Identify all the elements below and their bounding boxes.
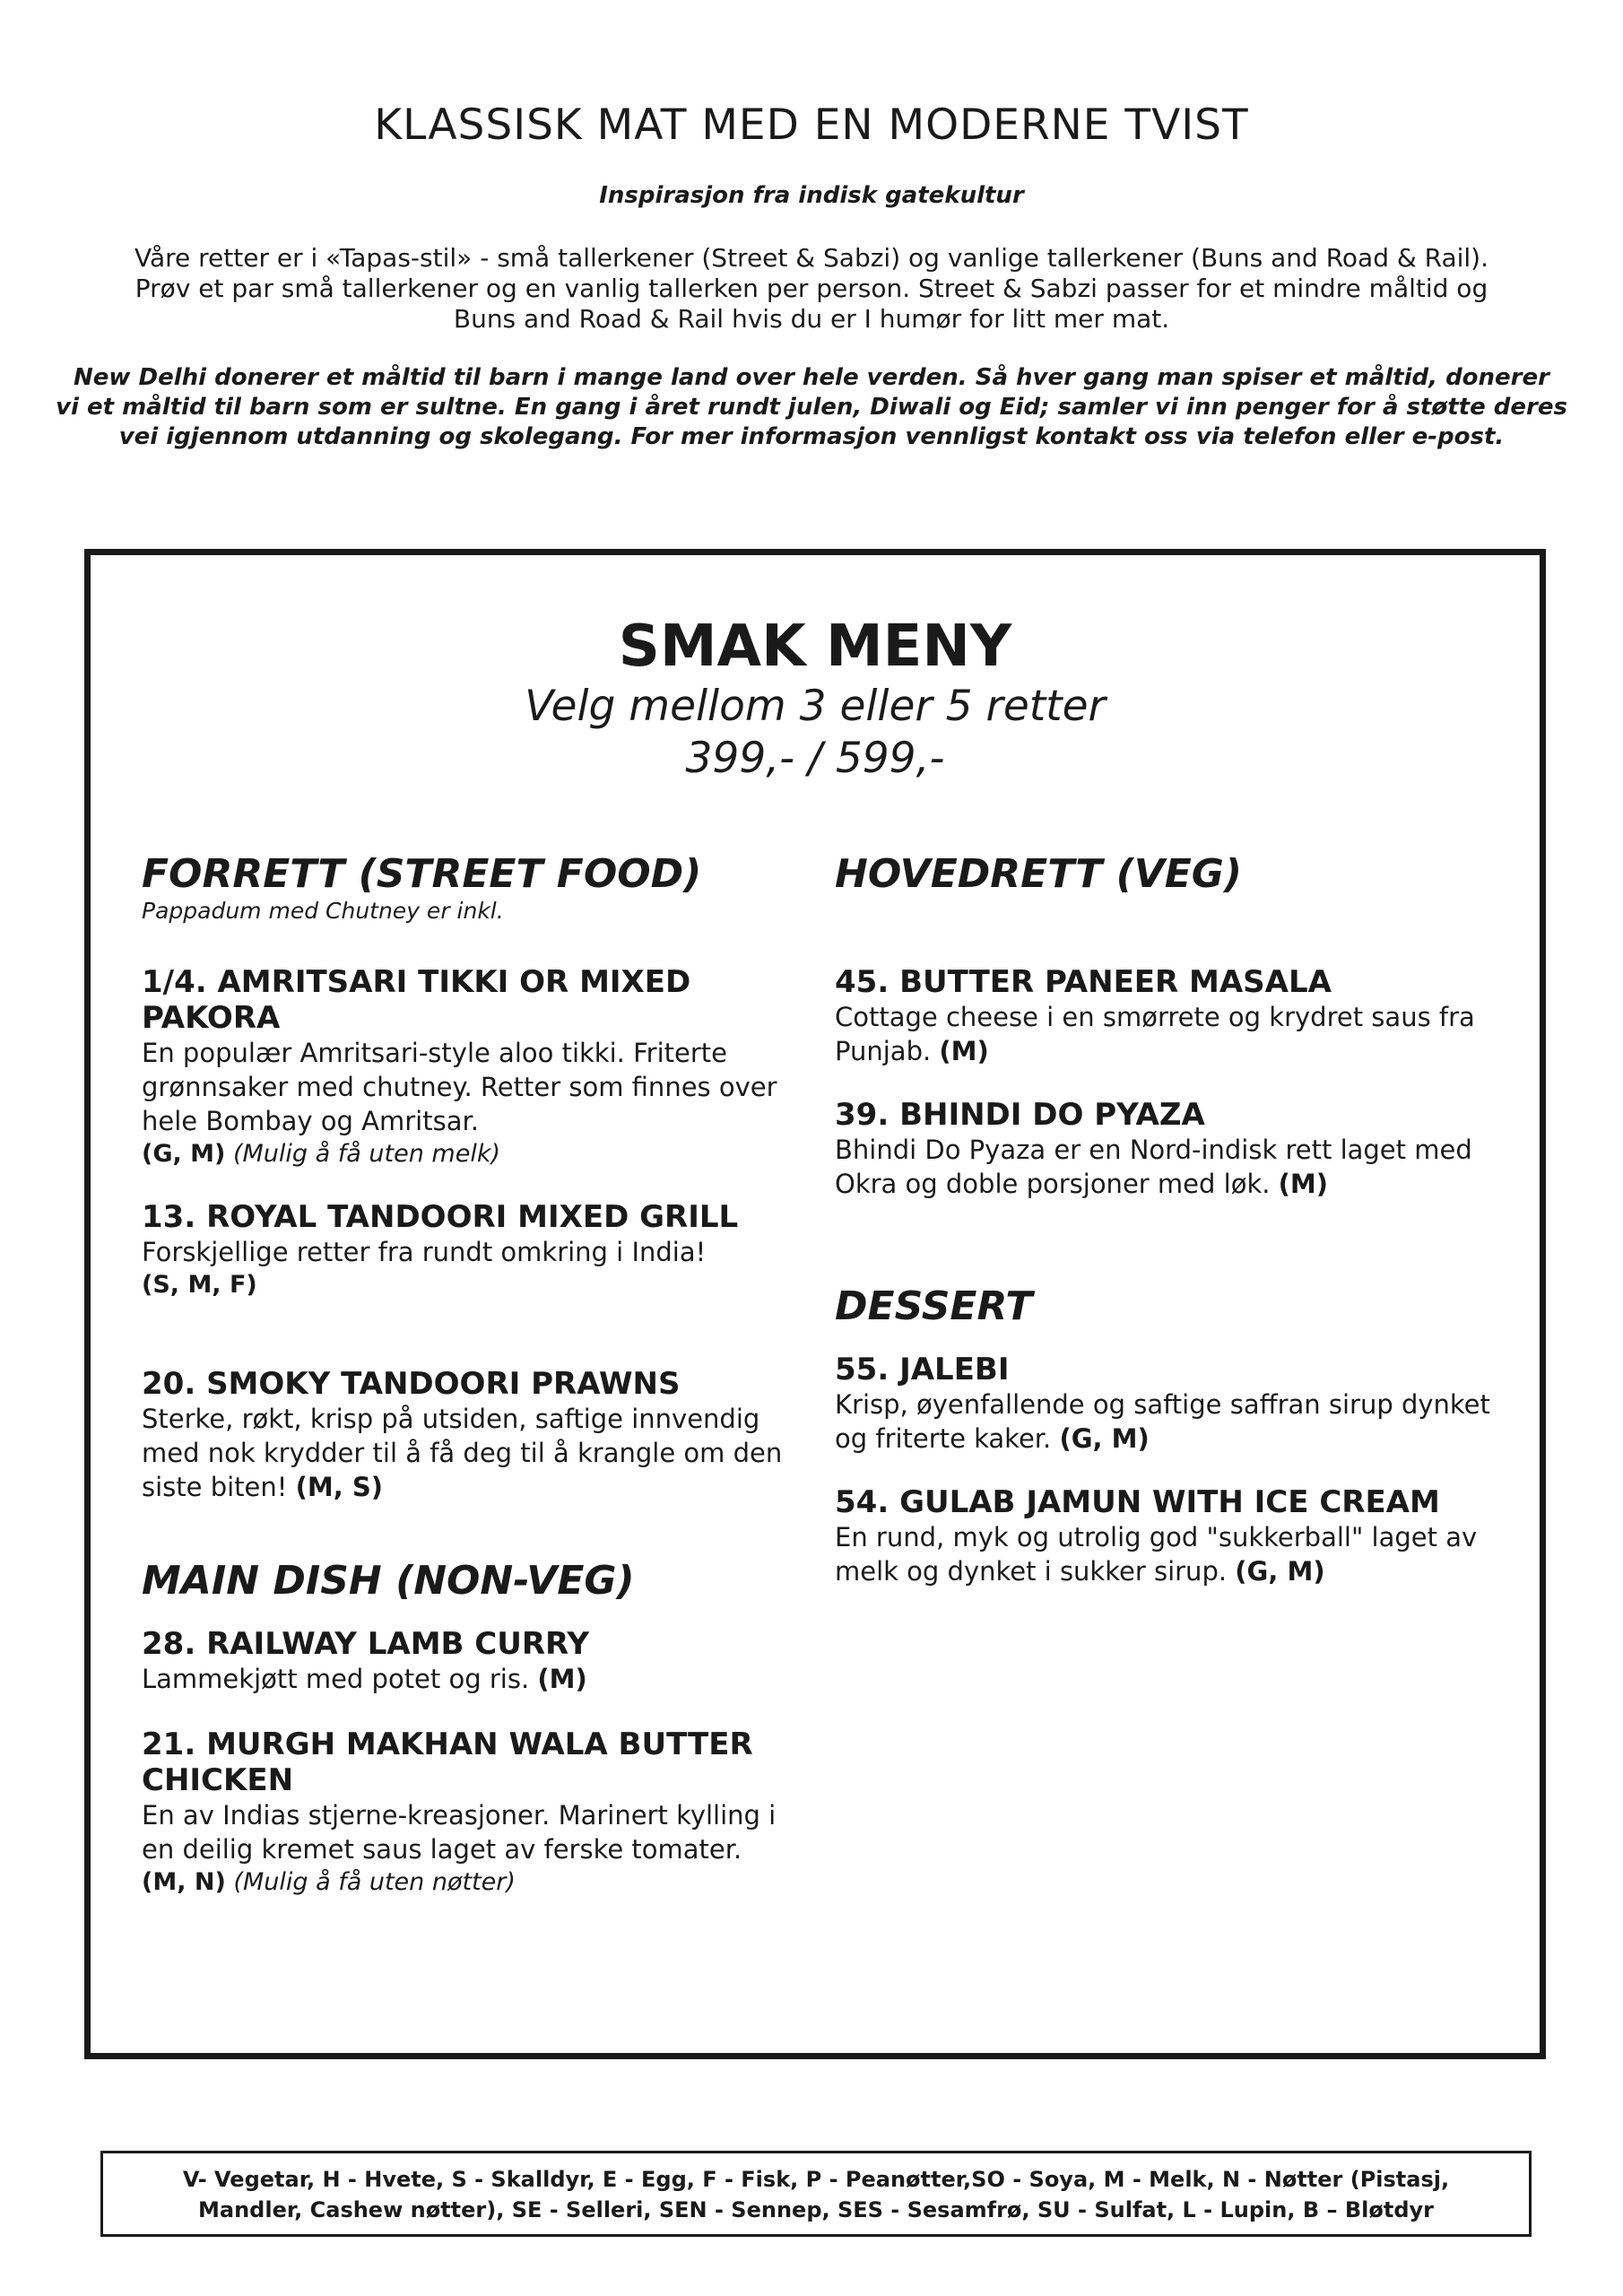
allergen-legend (100, 2151, 1532, 2237)
section-starter (142, 851, 805, 1504)
dish-title: 45. BUTTER PANEER MASALA (835, 964, 1332, 1000)
menu-column-left (142, 851, 805, 1899)
menu-column-right (835, 851, 1498, 1588)
allergen-legend-line: V- Vegetar, H - Hvete, S - Skalldyr, E - Egg, F - Fisk, P - Peanøtter,SO - Soya, M - Melk, N - Nøtter (Pistasj, (182, 2167, 1450, 2192)
section-title: MAIN DISH (NON-VEG) (142, 1558, 635, 1604)
dish-title: 1/4. AMRITSARI TIKKI OR MIXED PAKORA (142, 964, 691, 1036)
dish-description (835, 1520, 1498, 1588)
section-dessert (835, 1283, 1498, 1588)
intro-line: Våre retter er i «Tapas-stil» - små tallerkener (Street & Sabzi) og vanlige tallerkener (Buns and Road & Rail). (134, 243, 1488, 273)
dish-note: (Mulig å få uten nøtter) (233, 1868, 516, 1896)
section-title: FORRETT (STREET FOOD) (142, 851, 702, 897)
allergen-codes: (G, M) (142, 1140, 226, 1168)
dish-item (142, 1726, 805, 1899)
dish-description: Forskjellige retter fra rundt omkring i India! (142, 1237, 707, 1267)
dish-title: 21. MURGH MAKHAN WALA BUTTER CHICKEN (142, 1726, 753, 1798)
page-header (0, 100, 1623, 452)
dish-item (142, 1366, 805, 1504)
dish-description-text: Krisp, øyenfallende og saftige saffran sirup dynket og friterte kaker. (835, 1389, 1490, 1454)
tasting-menu-box (84, 549, 1546, 2059)
dish-description-text: Bhindi Do Pyaza er en Nord-indisk rett laget med Okra og doble porsjoner med løk. (835, 1135, 1472, 1199)
dish-description: En av Indias stjerne-kreasjoner. Marinert kylling i en deilig kremet saus laget av ferske tomater. (142, 1800, 777, 1865)
section-main-veg (835, 851, 1498, 1201)
dish-item (835, 964, 1498, 1068)
menu-price: 399,- / 599,- (685, 734, 945, 783)
section-note: Pappadum med Chutney er inkl. (142, 898, 504, 924)
dish-note: (Mulig å få uten melk) (232, 1140, 500, 1168)
dish-item (142, 1199, 805, 1301)
dish-item (835, 1484, 1498, 1588)
dish-description (835, 1387, 1498, 1456)
allergen-codes: (G, M) (1235, 1556, 1325, 1587)
dish-title: 28. RAILWAY LAMB CURRY (142, 1626, 589, 1662)
page-title: KLASSISK MAT MED EN MODERNE TVIST (374, 100, 1249, 150)
dish-description: En populær Amritsari-style aloo tikki. Friterte grønnsaker med chutney. Retter som finnes over hele Bombay og Amritsar. (142, 1038, 777, 1136)
dish-description-text: Lammekjøtt med potet og ris. (142, 1664, 530, 1694)
dish-allergens (142, 1138, 805, 1170)
dish-title: 54. GULAB JAMUN WITH ICE CREAM (835, 1484, 1440, 1520)
section-main-nonveg (142, 1558, 805, 1899)
dish-allergens (142, 1269, 805, 1301)
dish-description (142, 1662, 805, 1696)
dish-description-text: Sterke, røkt, krisp på utsiden, saftige innvendig med nok krydder til å få deg til å krangle om den siste biten! (142, 1404, 783, 1502)
intro-line: Buns and Road & Rail hvis du er I humør for litt mer mat. (453, 304, 1170, 334)
menu-title: SMAK MENY (618, 613, 1012, 680)
section-title: HOVEDRETT (VEG) (835, 851, 1243, 897)
menu-heading (91, 613, 1540, 785)
dish-allergens (142, 1866, 805, 1899)
charity-line: vi et måltid til barn som er sultne. En gang i året rundt julen, Diwali og Eid; samler vi inn penger for å støtte deres (56, 394, 1567, 421)
dish-item (835, 1352, 1498, 1456)
intro-line: Prøv et par små tallerkener og en vanlig tallerken per person. Street & Sabzi passer for et mindre måltid og (135, 274, 1488, 303)
allergen-codes: (S, M, F) (142, 1271, 257, 1299)
allergen-codes: (M) (537, 1664, 587, 1694)
menu-subtitle: Velg mellom 3 eller 5 retter (525, 682, 1106, 731)
charity-text (0, 363, 1623, 452)
allergen-codes: (G, M) (1059, 1423, 1150, 1454)
allergen-codes: (M, S) (295, 1472, 383, 1502)
dish-item (835, 1097, 1498, 1201)
dish-title: 55. JALEBI (835, 1352, 1010, 1387)
section-title: DESSERT (835, 1283, 1033, 1329)
tagline: Inspirasjon fra indisk gatekultur (599, 182, 1024, 209)
dish-description (835, 1133, 1498, 1201)
charity-line: vei igjennom utdanning og skolegang. For mer informasjon vennligst kontakt oss via telefon eller e-post. (118, 423, 1505, 450)
dish-title: 39. BHINDI DO PYAZA (835, 1097, 1205, 1133)
allergen-codes: (M, N) (142, 1868, 226, 1896)
allergen-legend-line: Mandler, Cashew nøtter), SE - Selleri, SEN - Sennep, SES - Sesamfrø, SU - Sulfat, L - Lupin, B – Bløtdyr (198, 2197, 1434, 2222)
dish-title: 20. SMOKY TANDOORI PRAWNS (142, 1366, 681, 1402)
dish-description (835, 1000, 1498, 1068)
allergen-codes: (M) (939, 1036, 989, 1066)
intro-text (0, 243, 1623, 335)
dish-description-text: Cottage cheese i en smørrete og krydret saus fra Punjab. (835, 1002, 1475, 1066)
dish-description-text: En rund, myk og utrolig god "sukkerball" laget av melk og dynket i sukker sirup. (835, 1522, 1478, 1587)
dish-description (142, 1402, 805, 1504)
dish-item (142, 1626, 805, 1696)
charity-line: New Delhi donerer et måltid til barn i mange land over hele verden. Så hver gang man spiser et måltid, donerer (74, 364, 1549, 391)
dish-item (142, 964, 805, 1170)
dish-title: 13. ROYAL TANDOORI MIXED GRILL (142, 1199, 739, 1235)
allergen-codes: (M) (1278, 1169, 1329, 1199)
